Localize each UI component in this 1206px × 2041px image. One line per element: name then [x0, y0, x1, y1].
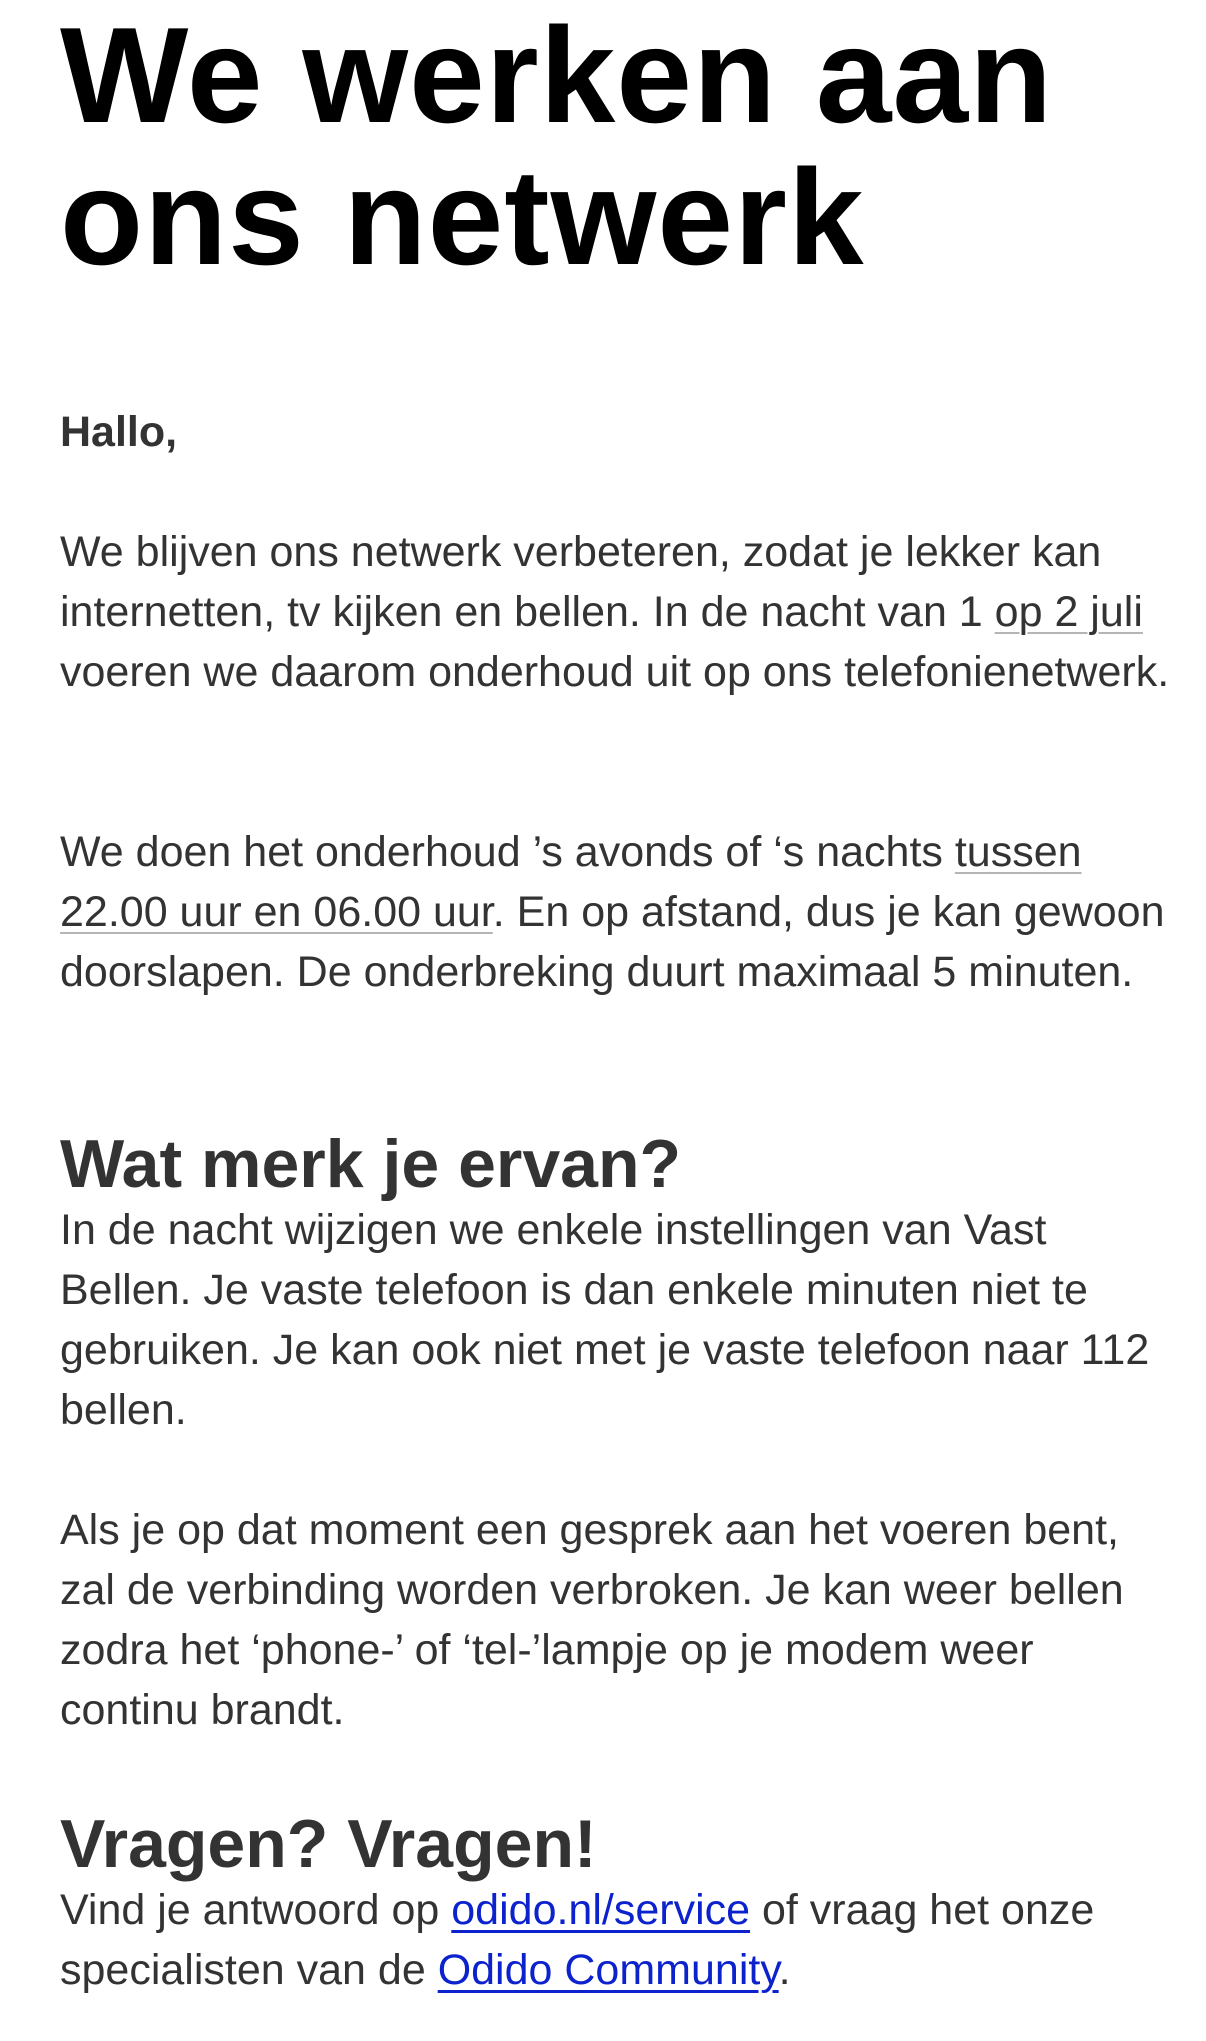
- timing-hours: tussen 22.00 uur en 06.00 uur: [60, 828, 1082, 936]
- questions-text-1: Vind je antwoord op: [60, 1886, 452, 1934]
- title-line-2: ons netwerk: [60, 141, 865, 293]
- section-heading-questions: Vragen? Vragen!: [60, 1806, 597, 1882]
- intro-date: op 2 juli: [994, 588, 1143, 636]
- questions-text-3: .: [778, 1946, 791, 1994]
- page-title: [60, 0, 1150, 293]
- community-link[interactable]: Odido Community: [437, 1946, 779, 1994]
- questions-text-2: of vraag het onze specialisten van de: [60, 1886, 1095, 1994]
- email-content: [60, 0, 1170, 1994]
- intro-text-2: voeren we daarom onderhoud uit op ons telefonienetwerk.: [60, 648, 1170, 696]
- section-heading-impact: Wat merk je ervan?: [60, 1126, 682, 1202]
- questions-paragraph: [60, 1880, 1170, 2000]
- greeting: Hallo,: [60, 408, 178, 456]
- intro-text-1: We blijven ons netwerk verbeteren, zodat je lekker kan internetten, tv kijken en bellen. In de nacht van 1: [60, 528, 1102, 636]
- timing-text-1: We doen het onderhoud ’s avonds of ‘s nachts: [60, 828, 955, 876]
- service-link[interactable]: odido.nl/service: [451, 1886, 751, 1934]
- timing-paragraph: [60, 822, 1170, 1002]
- title-line-1: We werken aan: [60, 0, 1054, 151]
- timing-text-2: . En op afstand, dus je kan gewoon doorslapen. De onderbreking duurt maximaal 5 minuten.: [60, 888, 1165, 996]
- impact-paragraph-1: In de nacht wijzigen we enkele instellingen van Vast Bellen. Je vaste telefoon is dan enkele minuten niet te gebruiken. Je kan ook niet met je vaste telefoon naar 112 bellen.: [60, 1206, 1150, 1434]
- impact-paragraph-2: Als je op dat moment een gesprek aan het voeren bent, zal de verbinding worden verbroken. Je kan weer bellen zodra het ‘phone-’ of ‘tel-’lampje op je modem weer continu brandt.: [60, 1506, 1124, 1734]
- intro-paragraph: [60, 522, 1170, 702]
